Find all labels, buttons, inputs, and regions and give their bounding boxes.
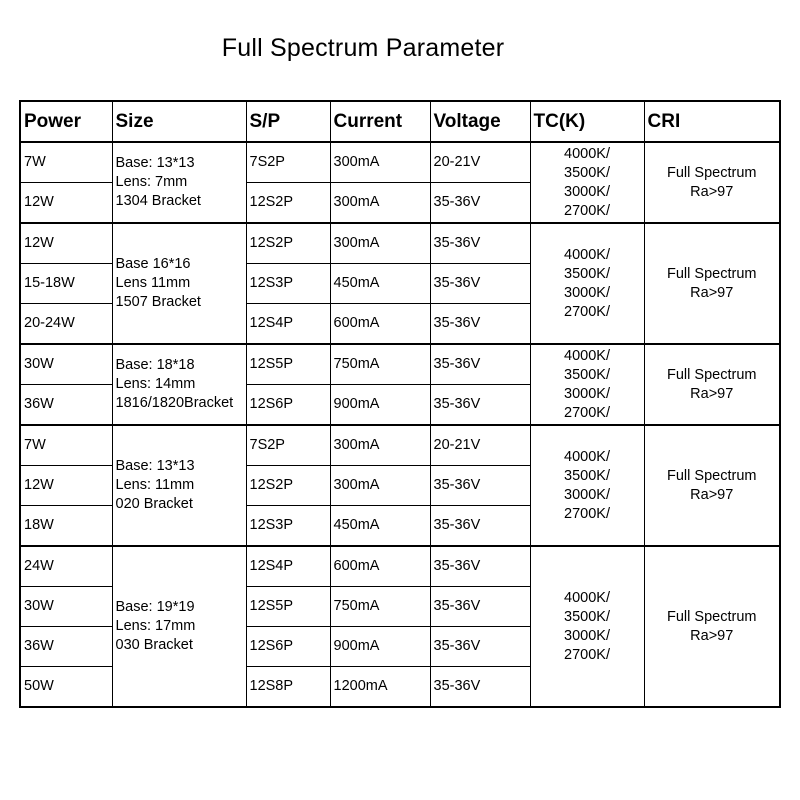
sp-cell: 12S5P [246,344,330,385]
current-cell: 1200mA [330,667,430,708]
power-cell: 12W [20,223,112,264]
table-row [20,425,780,466]
sp-cell: 12S3P [246,264,330,304]
voltage-cell: 35-36V [430,627,530,667]
power-cell: 7W [20,425,112,466]
voltage-cell: 35-36V [430,264,530,304]
power-cell: 24W [20,546,112,587]
power-cell: 30W [20,587,112,627]
current-cell: 300mA [330,425,430,466]
voltage-cell: 35-36V [430,344,530,385]
tc-cell: 4000K/ 3500K/ 3000K/ 2700K/ [530,425,644,546]
power-cell: 15-18W [20,264,112,304]
current-cell: 300mA [330,183,430,224]
table-row [20,546,780,587]
spec-table [19,100,781,708]
cri-cell: Full Spectrum Ra>97 [644,546,780,707]
cri-cell: Full Spectrum Ra>97 [644,142,780,223]
power-cell: 36W [20,385,112,426]
sp-cell: 12S2P [246,223,330,264]
voltage-cell: 20-21V [430,425,530,466]
sp-cell: 7S2P [246,142,330,183]
voltage-cell: 20-21V [430,142,530,183]
voltage-cell: 35-36V [430,546,530,587]
power-cell: 50W [20,667,112,708]
header-size: Size [112,101,246,142]
header-voltage: Voltage [430,101,530,142]
voltage-cell: 35-36V [430,385,530,426]
cri-cell: Full Spectrum Ra>97 [644,425,780,546]
power-cell: 7W [20,142,112,183]
size-cell: Base: 13*13 Lens: 7mm 1304 Bracket [112,142,246,223]
current-cell: 450mA [330,264,430,304]
voltage-cell: 35-36V [430,223,530,264]
tc-cell: 4000K/ 3500K/ 3000K/ 2700K/ [530,223,644,344]
table-row [20,142,780,183]
voltage-cell: 35-36V [430,466,530,506]
power-cell: 18W [20,506,112,547]
sp-cell: 12S4P [246,546,330,587]
cri-cell: Full Spectrum Ra>97 [644,344,780,425]
power-cell: 30W [20,344,112,385]
power-cell: 36W [20,627,112,667]
sp-cell: 7S2P [246,425,330,466]
current-cell: 300mA [330,223,430,264]
tc-cell: 4000K/ 3500K/ 3000K/ 2700K/ [530,546,644,707]
header-current: Current [330,101,430,142]
cri-cell: Full Spectrum Ra>97 [644,223,780,344]
power-cell: 12W [20,183,112,224]
header-power: Power [20,101,112,142]
header-row [20,101,780,142]
table-row [20,344,780,385]
current-cell: 450mA [330,506,430,547]
sp-cell: 12S2P [246,183,330,224]
table-row [20,223,780,264]
tc-cell: 4000K/ 3500K/ 3000K/ 2700K/ [530,344,644,425]
size-cell: Base: 18*18 Lens: 14mm 1816/1820Bracket [112,344,246,425]
header-cri: CRI [644,101,780,142]
header-sp: S/P [246,101,330,142]
sp-cell: 12S4P [246,304,330,345]
size-cell: Base 16*16 Lens 11mm 1507 Bracket [112,223,246,344]
voltage-cell: 35-36V [430,667,530,708]
voltage-cell: 35-36V [430,304,530,345]
current-cell: 750mA [330,344,430,385]
current-cell: 750mA [330,587,430,627]
current-cell: 900mA [330,627,430,667]
current-cell: 600mA [330,546,430,587]
sp-cell: 12S6P [246,385,330,426]
size-cell: Base: 13*13 Lens: 11mm 020 Bracket [112,425,246,546]
power-cell: 12W [20,466,112,506]
sp-cell: 12S2P [246,466,330,506]
current-cell: 300mA [330,466,430,506]
sp-cell: 12S8P [246,667,330,708]
sp-cell: 12S5P [246,587,330,627]
page-title: Full Spectrum Parameter [221,34,505,62]
current-cell: 300mA [330,142,430,183]
tc-cell: 4000K/ 3500K/ 3000K/ 2700K/ [530,142,644,223]
current-cell: 900mA [330,385,430,426]
voltage-cell: 35-36V [430,183,530,224]
power-cell: 20-24W [20,304,112,345]
sp-cell: 12S3P [246,506,330,547]
size-cell: Base: 19*19 Lens: 17mm 030 Bracket [112,546,246,707]
voltage-cell: 35-36V [430,506,530,547]
voltage-cell: 35-36V [430,587,530,627]
sp-cell: 12S6P [246,627,330,667]
header-tc: TC(K) [530,101,644,142]
current-cell: 600mA [330,304,430,345]
